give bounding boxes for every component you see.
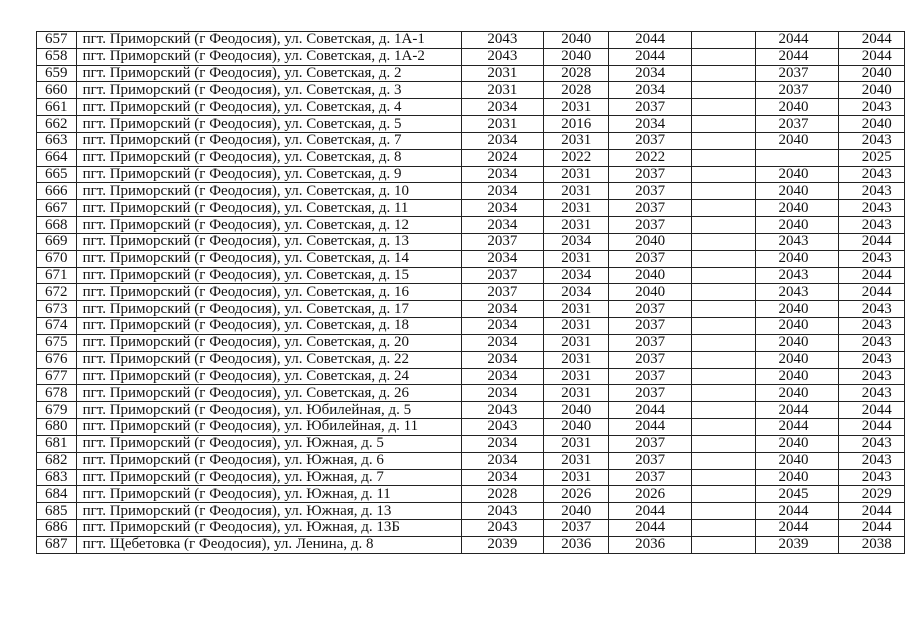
year-cell-1: 2034 (461, 385, 544, 402)
year-cell-2: 2040 (544, 419, 609, 436)
address-cell: пгт. Приморский (г Феодосия), ул. Советская, д. 13 (76, 233, 461, 250)
year-cell-2: 2031 (544, 351, 609, 368)
table-body (37, 32, 905, 554)
year-cell-3: 2037 (609, 301, 692, 318)
table-row (37, 318, 905, 335)
year-cell-1: 2031 (461, 65, 544, 82)
year-cell-3: 2044 (609, 520, 692, 537)
year-cell-3: 2034 (609, 65, 692, 82)
year-cell-5 (756, 149, 839, 166)
table-row (37, 132, 905, 149)
year-cell-2: 2031 (544, 217, 609, 234)
year-cell-2: 2031 (544, 132, 609, 149)
year-cell-6: 2043 (839, 250, 905, 267)
year-cell-4 (691, 503, 755, 520)
year-cell-1: 2037 (461, 284, 544, 301)
address-cell: пгт. Приморский (г Феодосия), ул. Советская, д. 18 (76, 318, 461, 335)
table-row (37, 99, 905, 116)
year-cell-6: 2044 (839, 284, 905, 301)
year-cell-5: 2040 (756, 318, 839, 335)
year-cell-1: 2034 (461, 99, 544, 116)
year-cell-3: 2037 (609, 368, 692, 385)
year-cell-4 (691, 183, 755, 200)
address-cell: пгт. Приморский (г Феодосия), ул. Советская, д. 26 (76, 385, 461, 402)
year-cell-4 (691, 149, 755, 166)
address-cell: пгт. Приморский (г Феодосия), ул. Советская, д. 11 (76, 200, 461, 217)
year-cell-4 (691, 217, 755, 234)
row-number-cell: 682 (37, 452, 77, 469)
year-cell-3: 2037 (609, 351, 692, 368)
row-number-cell: 683 (37, 469, 77, 486)
year-cell-1: 2034 (461, 250, 544, 267)
year-cell-3: 2026 (609, 486, 692, 503)
year-cell-2: 2031 (544, 385, 609, 402)
table-row (37, 334, 905, 351)
address-cell: пгт. Приморский (г Феодосия), ул. Советская, д. 15 (76, 267, 461, 284)
year-cell-6: 2038 (839, 536, 905, 553)
row-number-cell: 681 (37, 435, 77, 452)
row-number-cell: 675 (37, 334, 77, 351)
year-cell-4 (691, 284, 755, 301)
year-cell-6: 2044 (839, 419, 905, 436)
year-cell-3: 2034 (609, 116, 692, 133)
row-number-cell: 680 (37, 419, 77, 436)
year-cell-3: 2037 (609, 132, 692, 149)
year-cell-5: 2044 (756, 48, 839, 65)
year-cell-2: 2028 (544, 82, 609, 99)
table-row (37, 250, 905, 267)
year-cell-6: 2044 (839, 32, 905, 49)
year-cell-1: 2034 (461, 318, 544, 335)
year-cell-1: 2034 (461, 469, 544, 486)
year-cell-4 (691, 132, 755, 149)
table-row (37, 116, 905, 133)
row-number-cell: 672 (37, 284, 77, 301)
year-cell-6: 2043 (839, 132, 905, 149)
year-cell-5: 2044 (756, 402, 839, 419)
table-row (37, 200, 905, 217)
table-row (37, 435, 905, 452)
year-cell-2: 2031 (544, 452, 609, 469)
table-row (37, 217, 905, 234)
table-row (37, 183, 905, 200)
year-cell-2: 2016 (544, 116, 609, 133)
year-cell-4 (691, 486, 755, 503)
table-row (37, 486, 905, 503)
year-cell-4 (691, 452, 755, 469)
year-cell-1: 2043 (461, 32, 544, 49)
year-cell-3: 2044 (609, 32, 692, 49)
year-cell-3: 2040 (609, 233, 692, 250)
year-cell-6: 2043 (839, 435, 905, 452)
row-number-cell: 665 (37, 166, 77, 183)
year-cell-4 (691, 267, 755, 284)
year-cell-1: 2034 (461, 217, 544, 234)
row-number-cell: 674 (37, 318, 77, 335)
year-cell-2: 2040 (544, 48, 609, 65)
year-cell-2: 2022 (544, 149, 609, 166)
row-number-cell: 661 (37, 99, 77, 116)
year-cell-4 (691, 435, 755, 452)
year-cell-3: 2037 (609, 99, 692, 116)
year-cell-4 (691, 385, 755, 402)
year-cell-6: 2044 (839, 233, 905, 250)
year-cell-4 (691, 419, 755, 436)
row-number-cell: 664 (37, 149, 77, 166)
table-row (37, 385, 905, 402)
table-row (37, 419, 905, 436)
year-cell-5: 2040 (756, 469, 839, 486)
row-number-cell: 663 (37, 132, 77, 149)
year-cell-1: 2043 (461, 503, 544, 520)
row-number-cell: 673 (37, 301, 77, 318)
row-number-cell: 668 (37, 217, 77, 234)
year-cell-4 (691, 334, 755, 351)
year-cell-1: 2034 (461, 368, 544, 385)
year-cell-2: 2034 (544, 233, 609, 250)
year-cell-2: 2031 (544, 368, 609, 385)
year-cell-3: 2037 (609, 469, 692, 486)
year-cell-6: 2043 (839, 452, 905, 469)
year-cell-4 (691, 301, 755, 318)
year-cell-4 (691, 166, 755, 183)
year-cell-3: 2044 (609, 419, 692, 436)
year-cell-4 (691, 200, 755, 217)
year-cell-3: 2044 (609, 402, 692, 419)
year-cell-4 (691, 536, 755, 553)
year-cell-4 (691, 520, 755, 537)
year-cell-5: 2040 (756, 368, 839, 385)
year-cell-2: 2031 (544, 318, 609, 335)
year-cell-3: 2037 (609, 250, 692, 267)
year-cell-3: 2037 (609, 183, 692, 200)
year-cell-2: 2031 (544, 301, 609, 318)
year-cell-6: 2044 (839, 402, 905, 419)
year-cell-5: 2040 (756, 385, 839, 402)
year-cell-1: 2034 (461, 166, 544, 183)
address-cell: пгт. Приморский (г Феодосия), ул. Южная, д. 6 (76, 452, 461, 469)
year-cell-5: 2040 (756, 217, 839, 234)
year-cell-6: 2043 (839, 318, 905, 335)
table-row (37, 267, 905, 284)
year-cell-3: 2037 (609, 166, 692, 183)
year-cell-5: 2037 (756, 82, 839, 99)
row-number-cell: 677 (37, 368, 77, 385)
table-row (37, 284, 905, 301)
year-cell-4 (691, 318, 755, 335)
year-cell-4 (691, 116, 755, 133)
year-cell-4 (691, 233, 755, 250)
year-cell-5: 2044 (756, 32, 839, 49)
year-cell-1: 2034 (461, 200, 544, 217)
row-number-cell: 687 (37, 536, 77, 553)
row-number-cell: 669 (37, 233, 77, 250)
year-cell-5: 2040 (756, 250, 839, 267)
year-cell-3: 2037 (609, 435, 692, 452)
year-cell-5: 2043 (756, 267, 839, 284)
year-cell-5: 2040 (756, 166, 839, 183)
row-number-cell: 684 (37, 486, 77, 503)
year-cell-5: 2040 (756, 351, 839, 368)
year-cell-2: 2031 (544, 183, 609, 200)
year-cell-1: 2034 (461, 334, 544, 351)
year-cell-1: 2043 (461, 419, 544, 436)
year-cell-5: 2040 (756, 334, 839, 351)
year-cell-5: 2040 (756, 435, 839, 452)
year-cell-1: 2034 (461, 435, 544, 452)
address-cell: пгт. Щебетовка (г Феодосия), ул. Ленина, д. 8 (76, 536, 461, 553)
table-row (37, 32, 905, 49)
table-row (37, 233, 905, 250)
year-cell-3: 2037 (609, 334, 692, 351)
row-number-cell: 671 (37, 267, 77, 284)
year-cell-4 (691, 250, 755, 267)
year-cell-3: 2040 (609, 267, 692, 284)
address-cell: пгт. Приморский (г Феодосия), ул. Советская, д. 7 (76, 132, 461, 149)
table-row (37, 82, 905, 99)
year-cell-6: 2043 (839, 99, 905, 116)
year-cell-4 (691, 368, 755, 385)
year-cell-5: 2040 (756, 183, 839, 200)
year-cell-5: 2044 (756, 503, 839, 520)
year-cell-2: 2037 (544, 520, 609, 537)
address-cell: пгт. Приморский (г Феодосия), ул. Юбилейная, д. 5 (76, 402, 461, 419)
year-cell-5: 2040 (756, 200, 839, 217)
address-cell: пгт. Приморский (г Феодосия), ул. Советская, д. 24 (76, 368, 461, 385)
year-cell-6: 2043 (839, 469, 905, 486)
table-row (37, 65, 905, 82)
address-cell: пгт. Приморский (г Феодосия), ул. Советская, д. 14 (76, 250, 461, 267)
address-cell: пгт. Приморский (г Феодосия), ул. Советская, д. 9 (76, 166, 461, 183)
address-cell: пгт. Приморский (г Феодосия), ул. Советская, д. 1А-1 (76, 32, 461, 49)
row-number-cell: 685 (37, 503, 77, 520)
row-number-cell: 666 (37, 183, 77, 200)
address-cell: пгт. Приморский (г Феодосия), ул. Южная, д. 7 (76, 469, 461, 486)
year-cell-6: 2040 (839, 116, 905, 133)
year-cell-1: 2043 (461, 402, 544, 419)
table-row (37, 402, 905, 419)
year-cell-6: 2025 (839, 149, 905, 166)
year-cell-5: 2040 (756, 301, 839, 318)
year-cell-2: 2034 (544, 284, 609, 301)
year-cell-5: 2044 (756, 419, 839, 436)
year-cell-3: 2044 (609, 48, 692, 65)
year-cell-4 (691, 469, 755, 486)
row-number-cell: 662 (37, 116, 77, 133)
address-cell: пгт. Приморский (г Феодосия), ул. Советская, д. 22 (76, 351, 461, 368)
year-cell-2: 2040 (544, 32, 609, 49)
year-cell-6: 2043 (839, 217, 905, 234)
year-cell-6: 2043 (839, 183, 905, 200)
year-cell-2: 2036 (544, 536, 609, 553)
year-cell-4 (691, 65, 755, 82)
row-number-cell: 678 (37, 385, 77, 402)
year-cell-2: 2031 (544, 334, 609, 351)
year-cell-5: 2043 (756, 233, 839, 250)
address-cell: пгт. Приморский (г Феодосия), ул. Советская, д. 1А-2 (76, 48, 461, 65)
table-row (37, 520, 905, 537)
year-cell-4 (691, 32, 755, 49)
row-number-cell: 660 (37, 82, 77, 99)
year-cell-2: 2034 (544, 267, 609, 284)
address-cell: пгт. Приморский (г Феодосия), ул. Советская, д. 12 (76, 217, 461, 234)
address-cell: пгт. Приморский (г Феодосия), ул. Советская, д. 10 (76, 183, 461, 200)
year-cell-1: 2034 (461, 351, 544, 368)
table-row (37, 351, 905, 368)
year-cell-5: 2037 (756, 116, 839, 133)
row-number-cell: 670 (37, 250, 77, 267)
year-cell-1: 2024 (461, 149, 544, 166)
table-row (37, 149, 905, 166)
year-cell-1: 2037 (461, 267, 544, 284)
year-cell-2: 2040 (544, 402, 609, 419)
address-cell: пгт. Приморский (г Феодосия), ул. Советская, д. 2 (76, 65, 461, 82)
address-cell: пгт. Приморский (г Феодосия), ул. Южная, д. 13Б (76, 520, 461, 537)
address-cell: пгт. Приморский (г Феодосия), ул. Советская, д. 4 (76, 99, 461, 116)
address-cell: пгт. Приморский (г Феодосия), ул. Советская, д. 5 (76, 116, 461, 133)
year-cell-6: 2043 (839, 334, 905, 351)
year-cell-1: 2039 (461, 536, 544, 553)
address-cell: пгт. Приморский (г Феодосия), ул. Южная, д. 13 (76, 503, 461, 520)
table-row (37, 166, 905, 183)
year-cell-5: 2037 (756, 65, 839, 82)
year-cell-6: 2043 (839, 385, 905, 402)
year-cell-6: 2044 (839, 267, 905, 284)
year-cell-6: 2044 (839, 520, 905, 537)
year-cell-4 (691, 351, 755, 368)
year-cell-3: 2044 (609, 503, 692, 520)
row-number-cell: 658 (37, 48, 77, 65)
year-cell-6: 2044 (839, 48, 905, 65)
year-cell-4 (691, 99, 755, 116)
year-cell-1: 2043 (461, 48, 544, 65)
year-cell-5: 2039 (756, 536, 839, 553)
year-cell-3: 2040 (609, 284, 692, 301)
row-number-cell: 657 (37, 32, 77, 49)
year-cell-5: 2044 (756, 520, 839, 537)
year-cell-2: 2031 (544, 166, 609, 183)
year-cell-2: 2031 (544, 99, 609, 116)
year-cell-2: 2031 (544, 200, 609, 217)
year-cell-6: 2040 (839, 65, 905, 82)
year-cell-5: 2040 (756, 452, 839, 469)
year-cell-5: 2045 (756, 486, 839, 503)
year-cell-1: 2034 (461, 301, 544, 318)
address-cell: пгт. Приморский (г Феодосия), ул. Советская, д. 3 (76, 82, 461, 99)
table-row (37, 452, 905, 469)
row-number-cell: 659 (37, 65, 77, 82)
year-cell-6: 2043 (839, 166, 905, 183)
year-cell-4 (691, 82, 755, 99)
year-cell-3: 2037 (609, 200, 692, 217)
year-cell-6: 2043 (839, 200, 905, 217)
year-cell-3: 2037 (609, 217, 692, 234)
row-number-cell: 676 (37, 351, 77, 368)
address-cell: пгт. Приморский (г Феодосия), ул. Советская, д. 20 (76, 334, 461, 351)
address-cell: пгт. Приморский (г Феодосия), ул. Советская, д. 16 (76, 284, 461, 301)
address-cell: пгт. Приморский (г Феодосия), ул. Советская, д. 8 (76, 149, 461, 166)
year-cell-2: 2028 (544, 65, 609, 82)
year-cell-4 (691, 402, 755, 419)
year-cell-1: 2034 (461, 183, 544, 200)
address-cell: пгт. Приморский (г Феодосия), ул. Советская, д. 17 (76, 301, 461, 318)
year-cell-2: 2031 (544, 250, 609, 267)
year-cell-6: 2044 (839, 503, 905, 520)
year-cell-6: 2029 (839, 486, 905, 503)
row-number-cell: 667 (37, 200, 77, 217)
year-cell-1: 2034 (461, 452, 544, 469)
year-cell-4 (691, 48, 755, 65)
address-cell: пгт. Приморский (г Феодосия), ул. Южная, д. 5 (76, 435, 461, 452)
address-cell: пгт. Приморский (г Феодосия), ул. Юбилейная, д. 11 (76, 419, 461, 436)
year-cell-3: 2034 (609, 82, 692, 99)
year-cell-5: 2040 (756, 99, 839, 116)
year-cell-6: 2040 (839, 82, 905, 99)
table-row (37, 469, 905, 486)
year-cell-2: 2026 (544, 486, 609, 503)
year-cell-1: 2031 (461, 82, 544, 99)
year-cell-3: 2036 (609, 536, 692, 553)
table-row (37, 536, 905, 553)
year-cell-3: 2037 (609, 385, 692, 402)
year-cell-1: 2028 (461, 486, 544, 503)
year-cell-2: 2031 (544, 469, 609, 486)
row-number-cell: 679 (37, 402, 77, 419)
address-cell: пгт. Приморский (г Феодосия), ул. Южная, д. 11 (76, 486, 461, 503)
year-cell-6: 2043 (839, 368, 905, 385)
year-cell-5: 2043 (756, 284, 839, 301)
year-cell-5: 2040 (756, 132, 839, 149)
year-cell-3: 2037 (609, 452, 692, 469)
row-number-cell: 686 (37, 520, 77, 537)
year-cell-1: 2034 (461, 132, 544, 149)
year-cell-1: 2031 (461, 116, 544, 133)
table-row (37, 368, 905, 385)
year-cell-1: 2043 (461, 520, 544, 537)
housing-schedule-table (36, 31, 905, 554)
year-cell-6: 2043 (839, 301, 905, 318)
year-cell-2: 2031 (544, 435, 609, 452)
table-row (37, 48, 905, 65)
year-cell-3: 2022 (609, 149, 692, 166)
table-row (37, 503, 905, 520)
year-cell-1: 2037 (461, 233, 544, 250)
year-cell-6: 2043 (839, 351, 905, 368)
table-row (37, 301, 905, 318)
year-cell-2: 2040 (544, 503, 609, 520)
year-cell-3: 2037 (609, 318, 692, 335)
